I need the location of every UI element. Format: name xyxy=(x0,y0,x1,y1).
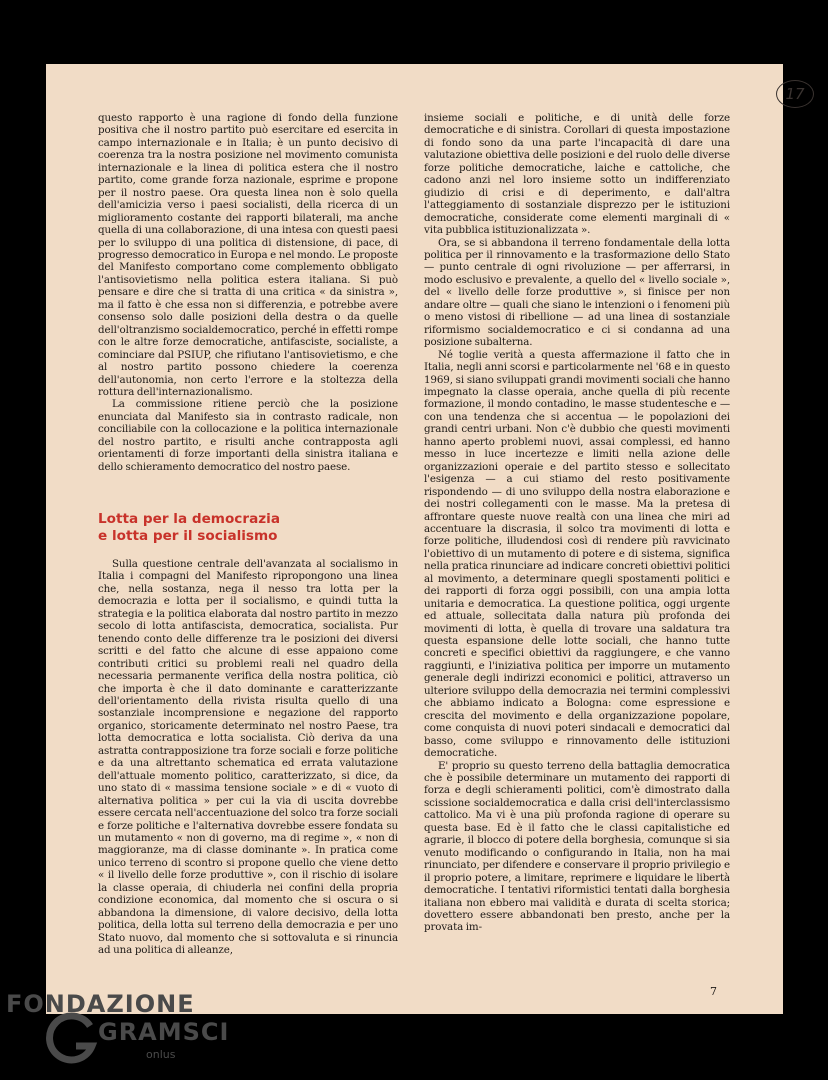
paragraph: Né toglie verità a questa affermazione il fatto che in Italia, negli anni scorsi e particolarmente nel '68 e in questo 1969, si siano sviluppati grandi movimenti sociali che hanno impegnato la classe operaia, anche quella di più recente formazione, il mondo contadino, le masse studentesche e — con una tendenza che si accentua — le popolazioni dei grandi centri urbani. Non c'è dubbio che questi movimenti hanno aperto problemi nuovi, assai complessi, ed hanno messo in luce incertezze e limiti nella azione delle organizzazioni operaie e del partito stesso e sollecitato l'esigenza — a cui stiamo del resto positivamente rispondendo — di uno sviluppo della nostra elaborazione e dei nostri collegamenti con le masse. Ma la pretesa di affrontare queste nuove realtà con una linea che miri ad accentuare la discrasia, il solco tra movimenti di lotta e forze politiche, illudendosi così di rendere più ravvicinato l'obiettivo di un mutamento di potere e di sistema, significa nella pratica rinunciare ad indicare concreti obiettivi politici al movimento, a determinare quegli spostamenti politici e dei rapporti di forza oggi possibili, con una ampia lotta unitaria e democratica. La questione politica, oggi urgente ed attuale, sollecitata dalla natura più profonda dei movimenti di lotta, è quella di trovare una saldatura tra questa espansione delle lotte sociali, che hanno tutte concreti e specifici obiettivi da raggiungere, e che vanno raggiunti, e l'iniziativa politica per imporre un mutamento generale degli indirizzi economici e politici, attraverso un ulteriore sviluppo della democrazia nei termini complessivi che abbiamo indicato a Bologna: come espressione e crescita del movimento e della organizzazione popolare, come conquista di nuovi poteri sindacali e democratici dal basso, come sviluppo e rinnovamento delle istituzioni democratiche. xyxy=(424,348,730,760)
paragraph: E' proprio su questo terreno della battaglia democratica che è possibile determinare un mutamento dei rapporti di forza e degli schieramenti politici, com'è dimostrato dalla scissione socialdemocratica e dalla crisi dell'interclassismo cattolico. Ma vi è una più profonda ragione di operare su questa base. Ed è il fatto che le classi capitalistiche ed agrarie, il blocco di potere della borghesia, comunque si sia venuto modificando o configurando in Italia, non ha mai rinunciato, per difendere e conservare il proprio privilegio e il proprio potere, a limitare, reprimere e liquidare le libertà democratiche. I tentativi riformistici tentati dalla borghesia italiana non ebbero mai validità e durata di scelta storica; dovettero essere abbandonati ben presto, anche per la provata im- xyxy=(424,759,730,934)
watermark-line2: GRAMSCI xyxy=(98,1018,230,1046)
paragraph: Ora, se si abbandona il terreno fondamentale della lotta politica per il rinnovamento e la trasformazione dello Stato — punto centrale di ogni rivoluzione — per afferrarsi, in modo esclusivo e prevalente, a quello del « livello sociale », del « livello delle forze produttive », si finisce per non andare oltre — quali che siano le intenzioni o i fenomeni più o meno vistosi di ribellione — ad una linea di sostanziale riformismo socialdemocratico e ci si condanna ad una posizione subalterna. xyxy=(424,236,730,349)
paragraph: questo rapporto è una ragione di fondo della funzione positiva che il nostro partito può esercitare ed esercita in campo internazionale e in Italia; è un punto decisivo di coerenza tra la nostra posizione nel movimento comunista internazionale e la linea di politica estera che il nostro partito, come grande forza nazionale, esprime e propone per il nostro paese. Ora questa linea non è solo quella dell'amicizia verso i paesi socialisti, della ricerca di un miglioramento costante dei rapporti bilaterali, ma anche quella di una collaborazione, di una intesa con questi paesi per lo sviluppo di una politica di distensione, di pace, di progresso democratico in Europa e nel mondo. Le proposte del Manifesto comportano come complemento obbligato l'antisovietismo nella politica estera italiana. Si può pensare e dire che si tratta di una critica « da sinistra », ma il fatto è che essa non si differenzia, e potrebbe avere consenso solo dalle posizioni della destra o da quelle dell'oltranzismo socialdemocratico, perché in effetti rompe con le altre forze democratiche, antifasciste, socialiste, a cominciare dal PSIUP, che rifiutano l'antisovietismo, e che al nostro partito possono chiedere la coerenza dell'autonomia, non certo l'errore e la stoltezza della rottura dell'internazionalismo. xyxy=(98,112,398,398)
section-heading xyxy=(98,511,398,544)
page-number: 7 xyxy=(710,985,717,998)
watermark-logo xyxy=(6,990,246,1070)
watermark-line3: onlus xyxy=(146,1048,176,1061)
watermark-line1: FONDAZIONE xyxy=(6,990,195,1018)
section-heading-line1: Lotta per la democrazia xyxy=(98,511,280,527)
section-heading-line2: e lotta per il socialismo xyxy=(98,527,278,544)
paragraph: insieme sociali e politiche, e di unità delle forze democratiche e di sinistra. Corollari di questa impostazione di fondo sono da una parte l'incapacità di dare una valutazione obiettiva delle posizioni e del ruolo delle diverse forze politiche democratiche, laiche e cattoliche, che cadono anzi nel loro insieme sotto un indifferenziato giudizio di crisi e di deperimento, e dall'altra l'atteggiamento di sostanziale disprezzo per le istituzioni democratiche, considerate come elementi marginali di « vita pubblica istituzionalizzata ». xyxy=(424,112,730,237)
column-left-bottom xyxy=(98,558,398,957)
paragraph: La commissione ritiene perciò che la posizione enunciata dal Manifesto sia in contrasto radicale, non conciliabile con la collocazione e la politica internazionale del nostro partito, e risulti anche contrapposta agli orientamenti di forze importanti della sinistra italiana e dello schieramento democratico del nostro paese. xyxy=(98,398,398,473)
archive-number-mark: 17 xyxy=(776,80,814,108)
column-right xyxy=(424,112,730,934)
column-left-top xyxy=(98,112,398,473)
watermark-g-icon xyxy=(46,1012,100,1066)
paragraph: Sulla questione centrale dell'avanzata al socialismo in Italia i compagni del Manifesto ripropongono una linea che, nella sostanza, nega il nesso tra lotta per la democrazia e lotta per il socialismo, e quindi tutta la strategia e la politica elaborata dal nostro partito in mezzo secolo di lotta antifascista, democratica, socialista. Pur tenendo conto delle differenze tra le posizioni dei diversi scritti e del fatto che alcune di esse appaiono come contributi critici su problemi reali nel quadro della necessaria permanente verifica della nostra politica, ciò che importa è che il dato dominante e caratterizzante dell'orientamento della rivista risulta quello di una sostanziale incomprensione e negazione del rapporto organico, storicamente determinato nel nostro Paese, tra lotta democratica e lotta socialista. Ciò deriva da una astratta contrapposizione tra forze sociali e forze politiche e da una altrettanto schematica ed errata valutazione dell'attuale momento politico, caratterizzato, si dice, da uno stato di « massima tensione sociale » e di « vuoto di alternativa politica » per cui la via di uscita dovrebbe essere cercata nell'accentuazione del solco tra forze sociali e forze politiche e l'alternativa dovrebbe essere fondata su un mutamento « non di governo, ma di regime », « non di maggioranze, ma di classe dominante ». In pratica come unico terreno di scontro si propone quello che viene detto « il livello delle forze produttive », con il rischio di isolare la classe operaia, di chiuderla nei confini della propria condizione economica, dal momento che si oscura o si abbandona la dimensione, di valore decisivo, della lotta politica, della lotta sul terreno della democrazia e per uno Stato nuovo, dal momento che si sottovaluta e si rinuncia ad una politica di alleanze, xyxy=(98,558,398,957)
document-page xyxy=(46,64,805,1014)
